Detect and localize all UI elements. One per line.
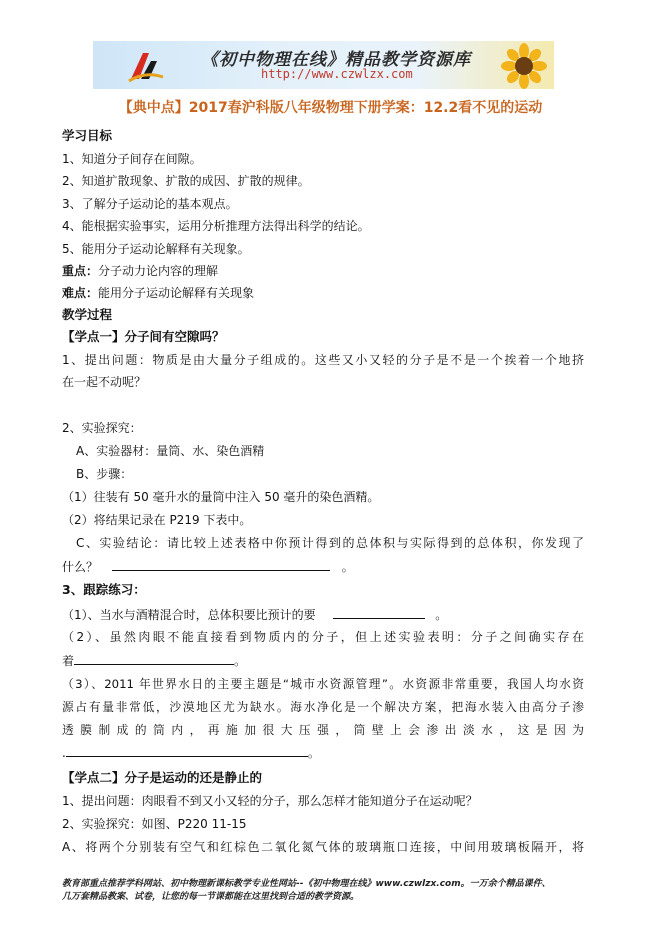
point2-heading: 【学点二】分子是运动的还是静止的: [62, 770, 263, 785]
point1-steps: B、步骤：: [76, 467, 133, 481]
objective-item: 3、了解分子运动论的基本观点。: [62, 197, 238, 211]
answer-blank[interactable]: [66, 744, 308, 757]
exercise1: [62, 606, 447, 623]
point2-question1: 1、提出问题：肉眼看不到又小又轻的分子，那么怎样才能知道分子在运动呢？: [62, 794, 478, 808]
logo-icon: [125, 49, 165, 83]
point1-question3: 3、跟踪练习：: [62, 582, 146, 597]
point2-question2: 2、实验探究：如图、P220 11-15: [62, 817, 247, 831]
difficult-point: [62, 285, 254, 301]
exercise3-line1: （3）、2011 年世界水日的主要主题是“城市水资源管理”。水资源非常重要，我国人均水资: [62, 677, 584, 691]
point1-question1-line1: 1、提出问题：物质是由大量分子组成的。这些又小又轻的分子是不是一个挨着一个地挤: [62, 353, 584, 367]
answer-blank[interactable]: [333, 606, 425, 619]
key-point-label: 重点：: [62, 264, 99, 278]
point1-step2: （2）将结果记录在 P219 下表中。: [62, 513, 252, 527]
document-title: 【典中点】2017春沪科版八年级物理下册学案：12.2看不见的运动: [118, 100, 543, 116]
exercise2-line1: （2）、虽然肉眼不能直接看到物质内的分子，但上述实验表明：分子之间确实存在: [62, 630, 584, 644]
point1-question1-line2: 在一起不动呢？: [62, 375, 147, 389]
footer-line1: 教育部重点推荐学科网站、初中物理新课标教学专业性网站--《初中物理在线》www.czwlzx.com。一万余个精品课件、: [62, 879, 551, 889]
conclusion-question: 什么？: [62, 560, 99, 574]
answer-blank[interactable]: [112, 558, 330, 571]
difficult-point-label: 难点：: [62, 286, 99, 300]
objective-item: 1、知道分子间存在间隙。: [62, 152, 202, 166]
key-point: [62, 263, 218, 279]
period: 。: [341, 560, 354, 574]
objectives-heading: 学习目标: [62, 128, 113, 143]
footer: [62, 878, 602, 904]
exercise3-end: 。: [307, 746, 320, 760]
exercise1-end: 。: [435, 608, 448, 622]
objective-item: 2、知道扩散现象、扩散的成因、扩散的规律。: [62, 174, 310, 188]
exercise2-text: 着: [62, 654, 75, 668]
header-banner: [93, 41, 554, 89]
exercise2-end: 。: [234, 654, 247, 668]
point1-conclusion-line2: [62, 558, 354, 575]
footer-line2: 几万套精品教案、试卷，让您的每一节课都能在这里找到合适的教学资源。: [62, 892, 360, 902]
difficult-point-text: 能用分子运动论解释有关现象: [98, 286, 255, 300]
point1-heading: 【学点一】分子间有空隙吗？: [62, 329, 225, 344]
point1-conclusion-line1: C、实验结论：请比较上述表格中你预计得到的总体积与实际得到的总体积，你发现了: [76, 536, 584, 550]
banner-title: 《初中物理在线》精品教学资源库: [201, 50, 471, 70]
point1-materials: A、实验器材：量筒、水、染色酒精: [76, 444, 265, 458]
banner-url[interactable]: http://www.czwlzx.com: [261, 67, 413, 81]
exercise2-line2: [62, 652, 246, 669]
key-point-text: 分子动力论内容的理解: [98, 264, 219, 278]
point1-step1: （1）往装有 50 毫升水的量筒中注入 50 毫升的染色酒精。: [62, 490, 380, 504]
point1-question2: 2、实验探究：: [62, 421, 142, 435]
point2-step-a: A、将两个分别装有空气和红棕色二氧化氮气体的玻璃瓶口连接，中间用玻璃板隔开，将: [62, 840, 584, 854]
process-heading: 教学过程: [62, 307, 113, 322]
exercise3-line2: 源占有量非常低，沙漠地区尤为缺水。海水净化是一个解决方案，把海水装入由高分子渗: [62, 700, 584, 714]
sunflower-icon: [494, 43, 550, 89]
objective-item: 5、能用分子运动论解释有关现象。: [62, 242, 250, 256]
objective-item: 4、能根据实验事实，运用分析推理方法得出科学的结论。: [62, 219, 370, 233]
exercise3-line3: 透膜制成的筒内，再施加很大压强，筒壁上会渗出淡水，这是因为: [62, 723, 584, 737]
exercise3-start: .: [62, 746, 66, 760]
exercise3-line4: [62, 744, 320, 761]
exercise1-text: （1）、当水与酒精混合时，总体积要比预计的要: [62, 608, 316, 622]
answer-blank[interactable]: [74, 652, 234, 665]
